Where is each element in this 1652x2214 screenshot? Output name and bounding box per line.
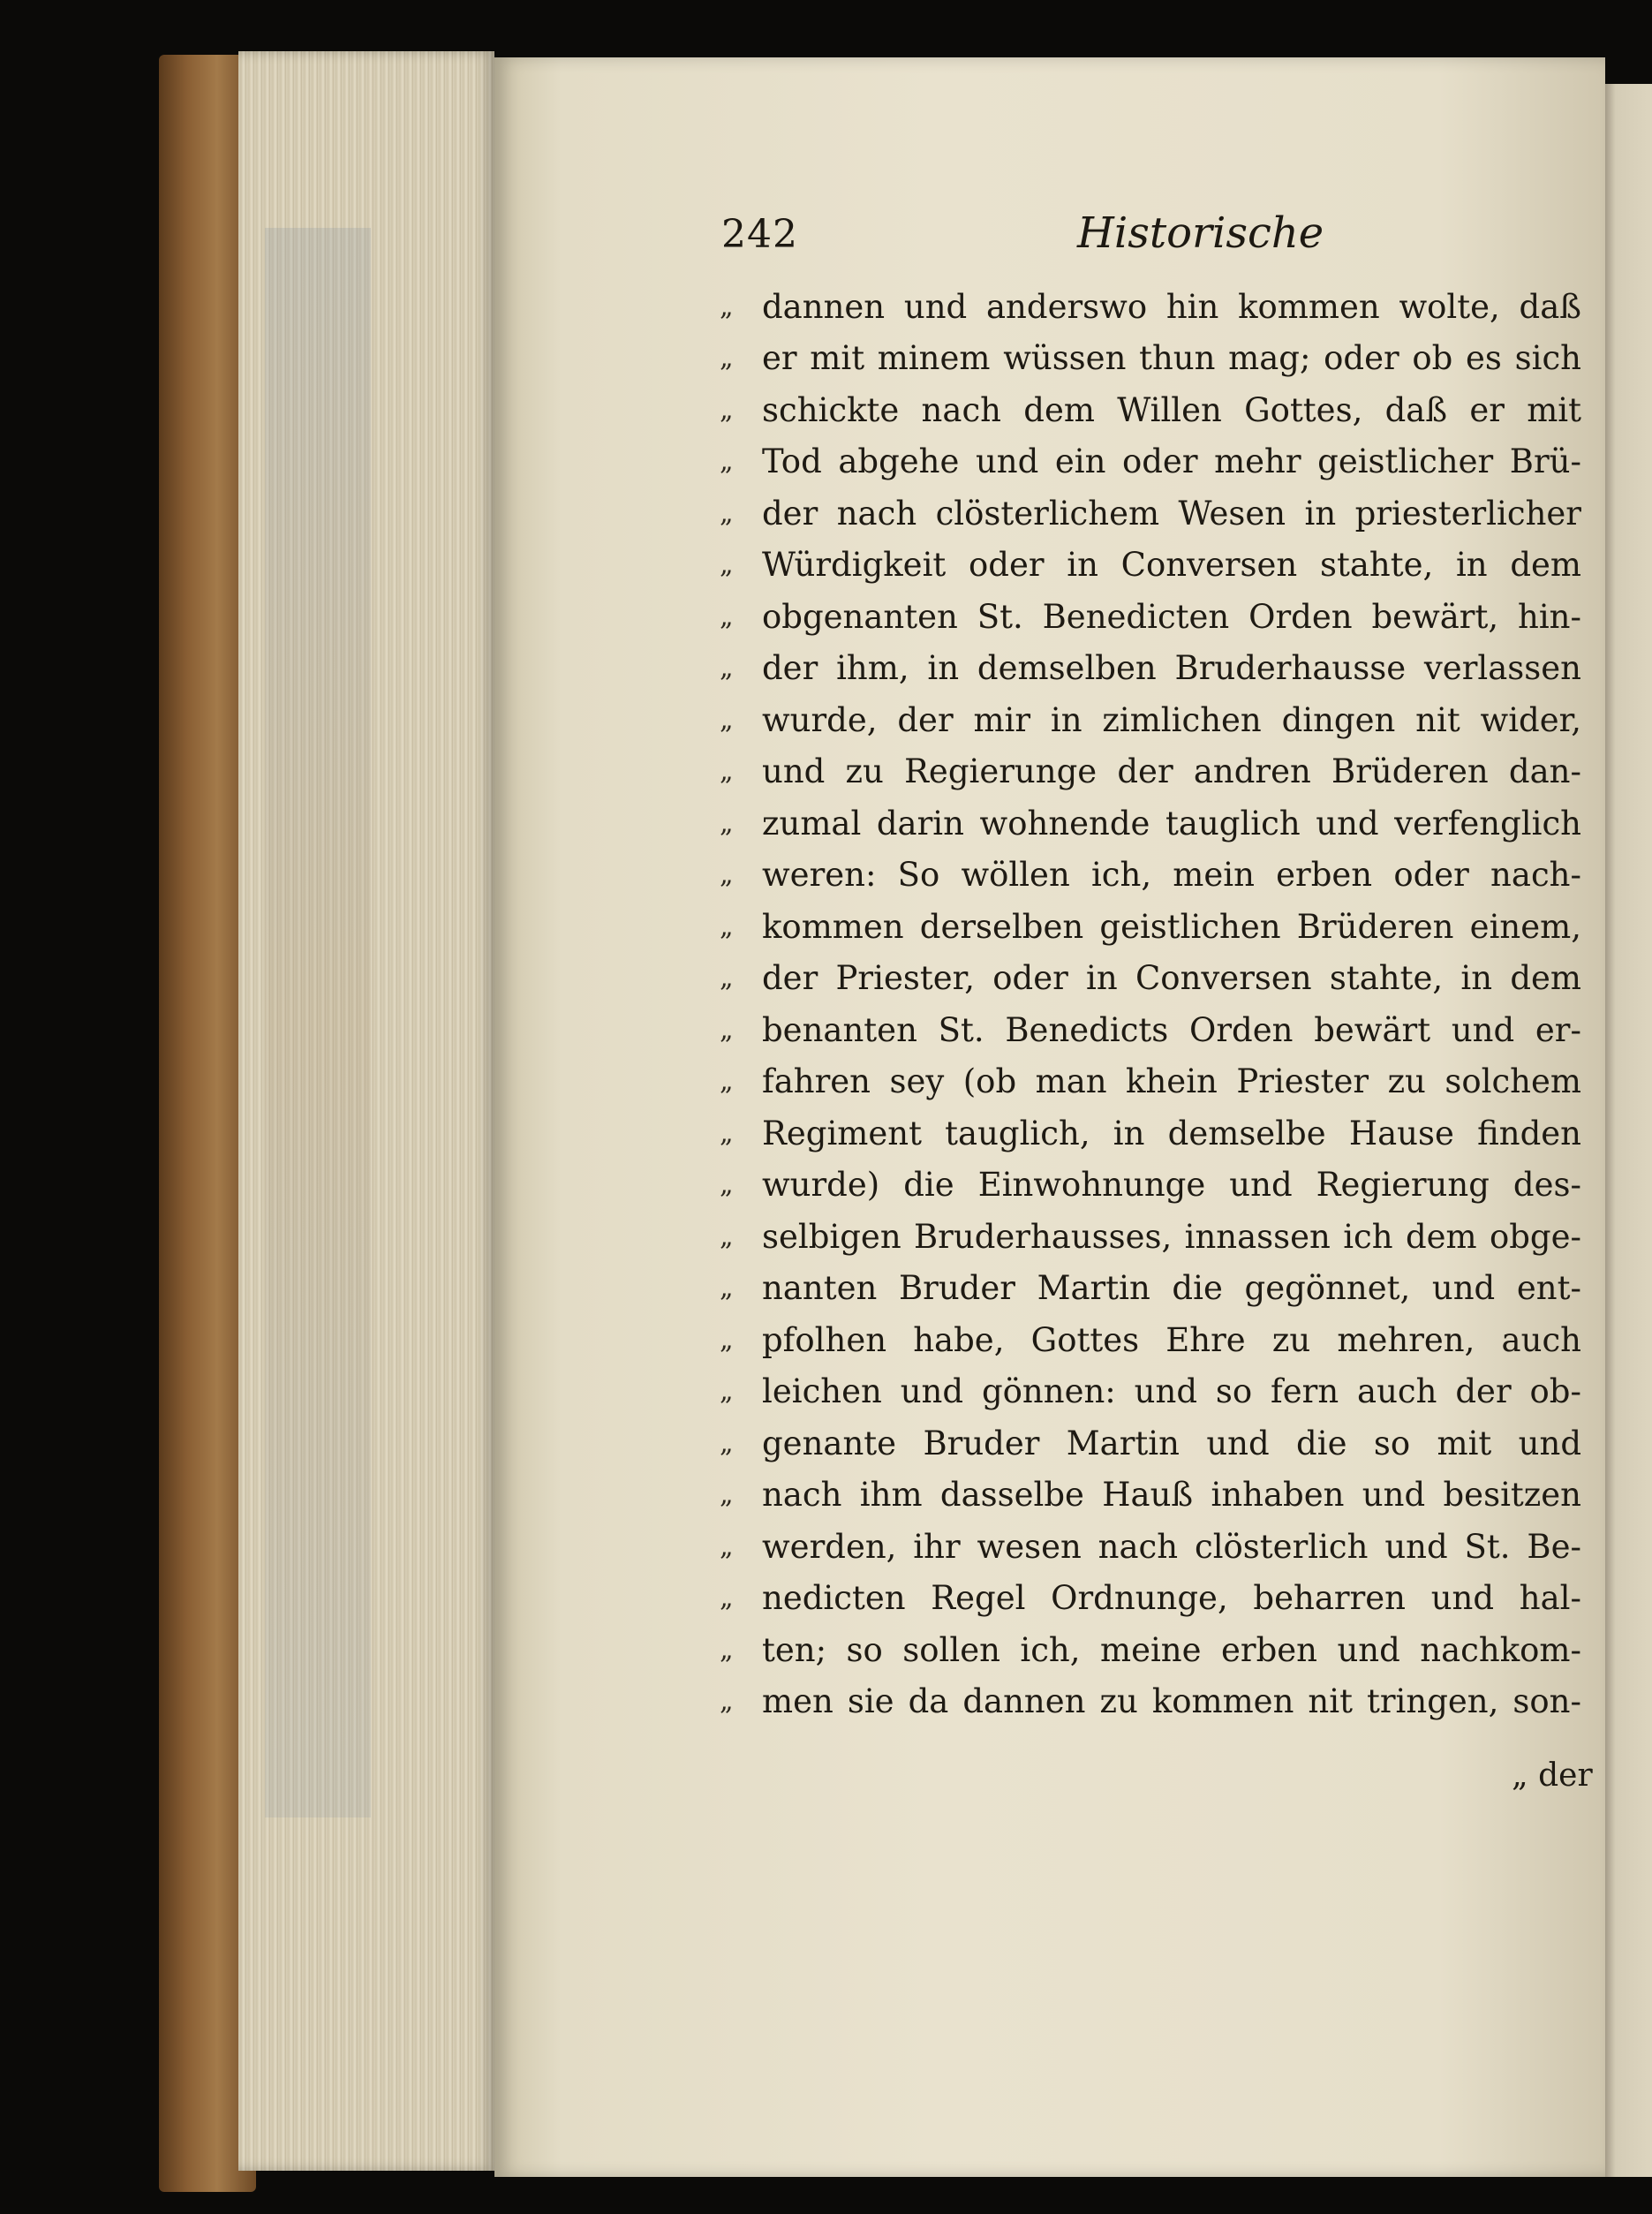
text-line: [720, 436, 1603, 488]
line-text: Regiment tauglich, in demselbe Hause finden: [762, 1114, 1581, 1152]
quote-mark: „: [720, 1117, 734, 1149]
text-line: [720, 1160, 1603, 1212]
page-edges: [238, 51, 494, 2171]
text-line: [720, 540, 1603, 592]
quote-mark: „: [720, 1530, 734, 1562]
line-text: dannen und anderswo hin kommen wolte, daß: [762, 287, 1581, 326]
quote-mark: „: [720, 549, 734, 581]
line-text: der Priester, oder in Conversen stahte, in dem: [762, 959, 1581, 998]
quote-mark: „: [720, 1169, 734, 1201]
quote-mark: „: [720, 497, 734, 529]
quote-mark: „: [720, 1479, 734, 1511]
line-text: obgenanten St. Benedicten Orden bewärt, hin-: [762, 597, 1581, 636]
text-line: [720, 487, 1603, 540]
line-text: der nach clösterlichem Wesen in priesterlicher: [762, 494, 1581, 533]
line-text: fahren sey (ob man khein Priester zu solchem: [762, 1062, 1581, 1101]
text-line: [720, 1107, 1603, 1160]
line-text: selbigen Bruderhausses, innassen ich dem obge-: [762, 1217, 1581, 1256]
line-text: benanten St. Benedicts Orden bewärt und er-: [762, 1010, 1581, 1049]
text-line: [720, 1624, 1603, 1676]
line-text: wurde, der mir in zimlichen dingen nit wider,: [762, 700, 1581, 739]
quote-mark: „: [720, 756, 734, 788]
catchword: „ der: [1512, 1757, 1593, 1794]
line-text: leichen und gönnen: und so fern auch der ob-: [762, 1372, 1581, 1411]
text-line: [720, 1470, 1603, 1522]
quote-mark: „: [720, 291, 734, 322]
quote-mark: „: [720, 653, 734, 684]
text-line: [720, 643, 1603, 695]
text-line: [720, 694, 1603, 746]
text-line: [720, 850, 1603, 902]
quote-mark: „: [720, 704, 734, 736]
text-line: [720, 1573, 1603, 1625]
text-line: [720, 1056, 1603, 1108]
quote-mark: „: [720, 394, 734, 426]
quote-mark: „: [720, 1066, 734, 1098]
line-text: er mit minem wüssen thun mag; oder ob es sich: [762, 339, 1581, 378]
line-text: Tod abgehe und ein oder mehr geistlicher Brü-: [762, 442, 1581, 481]
line-text: nedicten Regel Ordnunge, beharren und hal-: [762, 1579, 1581, 1618]
text-line: [720, 797, 1603, 850]
text-line: [720, 953, 1603, 1005]
text-line: [720, 901, 1603, 953]
text-line: [720, 1366, 1603, 1418]
line-text: nach ihm dasselbe Hauß inhaben und besitzen: [762, 1476, 1581, 1515]
quote-mark: „: [720, 601, 734, 632]
text-line: [720, 1676, 1603, 1728]
quote-mark: „: [720, 1014, 734, 1046]
line-text: schickte nach dem Willen Gottes, daß er mit: [762, 390, 1581, 429]
text-line: [720, 1004, 1603, 1056]
line-text: kommen derselben geistlichen Brüderen einem,: [762, 907, 1581, 946]
line-text: Würdigkeit oder in Conversen stahte, in dem: [762, 546, 1581, 585]
text-line: [720, 384, 1603, 436]
text-line: [720, 1211, 1603, 1263]
quote-mark: „: [720, 807, 734, 839]
line-text: nanten Bruder Martin die gegönnet, und ent-: [762, 1269, 1581, 1308]
text-line: [720, 746, 1603, 798]
text-line: [720, 1521, 1603, 1573]
facing-page-edge: [1600, 84, 1652, 2177]
quote-mark: „: [720, 911, 734, 942]
quote-mark: „: [720, 963, 734, 994]
quote-mark: „: [720, 1220, 734, 1252]
line-text: der ihm, in demselben Bruderhausse verlassen: [762, 649, 1581, 688]
text-line: [720, 281, 1603, 333]
quote-mark: „: [720, 1376, 734, 1408]
quote-mark: „: [720, 1686, 734, 1718]
line-text: zumal darin wohnende tauglich und verfenglich: [762, 804, 1581, 843]
quote-mark: „: [720, 446, 734, 478]
text-line: [720, 1417, 1603, 1470]
text-line: [720, 1314, 1603, 1366]
text-line: [720, 591, 1603, 643]
running-head: Historische: [1077, 208, 1324, 258]
line-text: wurde) die Einwohnunge und Regierung des-: [762, 1166, 1581, 1205]
quote-mark: „: [720, 1324, 734, 1356]
line-text: und zu Regierunge der andren Brüderen dan-: [762, 752, 1581, 791]
quote-mark: „: [720, 859, 734, 891]
line-text: genante Bruder Martin und die so mit und: [762, 1424, 1581, 1462]
quote-mark: „: [720, 1273, 734, 1304]
text-line: [720, 1263, 1603, 1315]
text-line: [720, 333, 1603, 385]
quote-mark: „: [720, 1634, 734, 1666]
line-text: werden, ihr wesen nach clösterlich und St. Be-: [762, 1527, 1581, 1566]
quote-mark: „: [720, 1427, 734, 1459]
body-text: [720, 281, 1603, 1727]
line-text: pfolhen habe, Gottes Ehre zu mehren, auch: [762, 1320, 1581, 1359]
line-text: men sie da dannen zu kommen nit tringen, son-: [762, 1682, 1581, 1721]
quote-mark: „: [720, 1583, 734, 1614]
line-text: weren: So wöllen ich, mein erben oder nach-: [762, 856, 1581, 895]
page-number: 242: [721, 212, 798, 257]
line-text: ten; so sollen ich, meine erben und nachkom-: [762, 1630, 1581, 1669]
quote-mark: „: [720, 343, 734, 374]
